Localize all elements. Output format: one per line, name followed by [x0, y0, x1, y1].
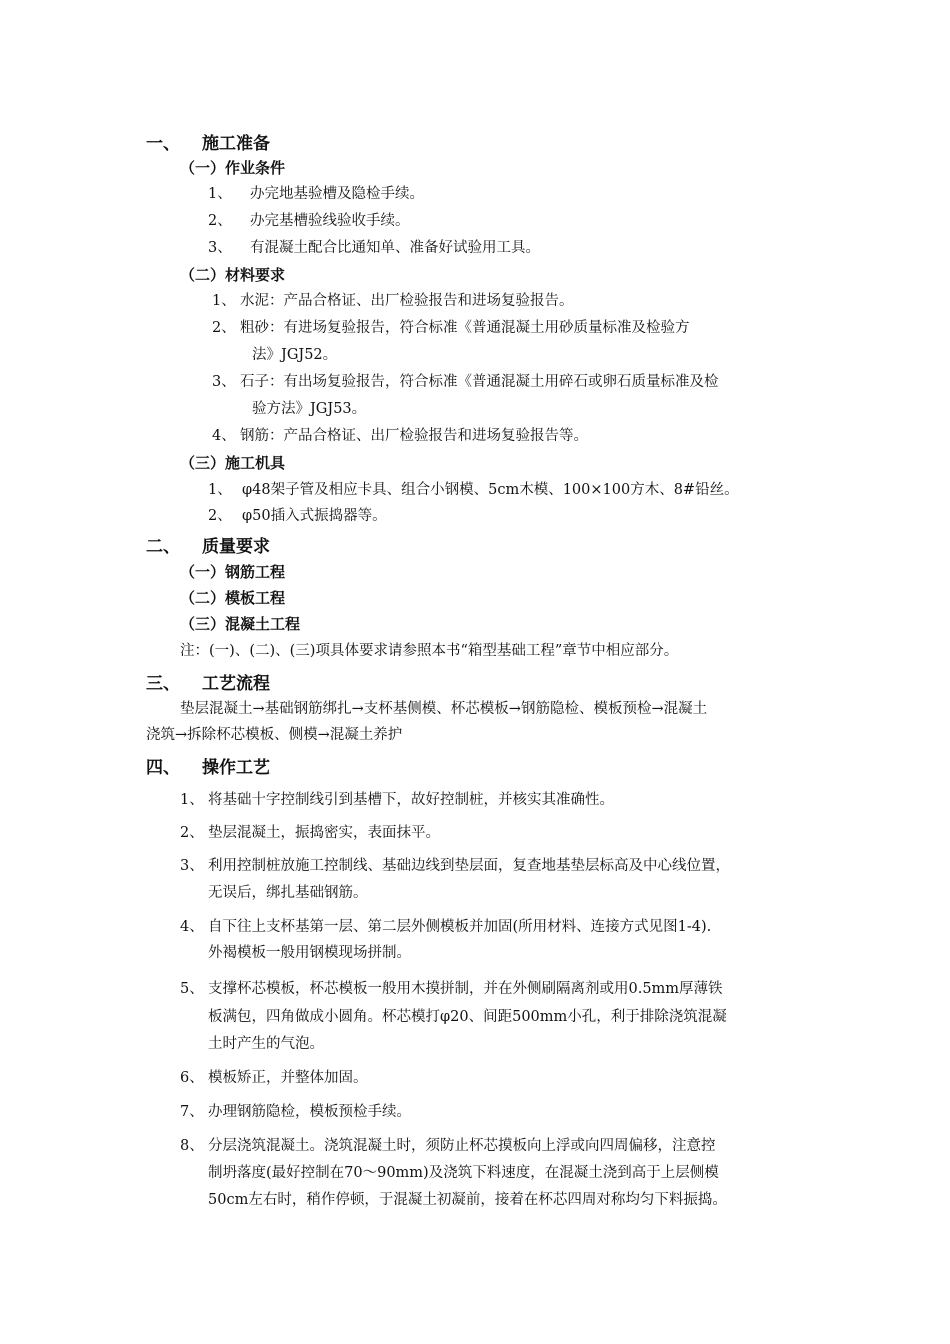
item-number: 2、 [208, 213, 232, 229]
item-number: 1、 [208, 186, 232, 202]
step-text: 模板矫正，并整体加固。 [208, 1070, 368, 1086]
step-number: 4、 [180, 919, 204, 935]
step-continuation: 土时产生的气泡。 [208, 1036, 324, 1052]
item-number: 4、 [212, 428, 236, 444]
step-text: 利用控制桩放施工控制线、基础边线到垫层面，复查地基垫层标高及中心线位置， [208, 858, 730, 874]
item-text: 石子：有出场复验报告，符合标准《普通混凝土用碎石或卵石质量标准及检 [240, 374, 719, 390]
step-text: 将基础十字控制线引到基槽下，故好控制桩，并核实其准确性。 [208, 792, 614, 808]
item-text: 有混凝土配合比通知单、准备好试验用工具。 [250, 240, 540, 256]
section-title: 工艺流程 [202, 674, 270, 694]
item-number: 3、 [208, 240, 232, 256]
section-number: 一、 [146, 134, 180, 154]
step-item [180, 1139, 820, 1157]
step-item [180, 859, 820, 877]
step-continuation: 无误后，绑扎基础钢筋。 [208, 885, 368, 901]
item-number: 2、 [212, 320, 236, 336]
subsection-title: （二）模板工程 [180, 589, 286, 607]
item-number: 1、 [212, 293, 236, 309]
list-item [212, 321, 812, 339]
list-item-continuation: 法》JGJ52。 [252, 347, 338, 363]
step-item [180, 826, 820, 844]
list-item [212, 429, 812, 447]
item-number: 2、 [208, 508, 232, 524]
list-item [208, 483, 808, 501]
section-title: 施工准备 [202, 134, 270, 154]
step-item [180, 1071, 820, 1089]
step-continuation: 板满包，四角做成小圆角。杯芯模打φ20、间距500mm小孔，利于排除浇筑混凝 [208, 1009, 727, 1025]
subsection-title: （三）施工机具 [180, 454, 286, 472]
step-text: 支撑杯芯模板，杯芯模板一般用木摸拼制，并在外侧刷隔离剂或用0.5mm厚薄铁 [208, 981, 723, 997]
step-continuation: 50cm左右时，稍作停顿，于混凝土初凝前，接着在杯芯四周对称均匀下料振捣。 [208, 1192, 727, 1208]
section-heading [146, 539, 446, 559]
list-item [212, 294, 812, 312]
list-item [208, 241, 808, 259]
list-item [212, 375, 812, 393]
item-text: φ50插入式振捣器等。 [242, 508, 387, 524]
section-title: 操作工艺 [202, 758, 270, 778]
section-heading [146, 136, 446, 156]
section-number: 三、 [146, 674, 180, 694]
step-item [180, 1105, 820, 1123]
process-flow-line: 垫层混凝土→基础钢筋绑扎→支杯基侧模、杯芯模板→钢筋隐检、模板预检→混凝土 [180, 701, 708, 717]
step-item [180, 793, 820, 811]
section-heading [146, 676, 446, 696]
note: 注：(一)、(二)、(三)项具体要求请参照本书“箱型基础工程”章节中相应部分。 [180, 643, 679, 659]
item-text: φ48架子管及相应卡具、组合小钢模、5cm木模、100×100方木、8#铅丝。 [242, 482, 739, 498]
list-item [208, 214, 808, 232]
step-number: 2、 [180, 825, 204, 841]
list-item [208, 509, 808, 527]
list-item-continuation: 验方法》JGJ53。 [252, 401, 367, 417]
item-text: 钢筋：产品合格证、出厂检验报告和进场复验报告等。 [240, 428, 588, 444]
step-text: 自下往上支杯基第一层、第二层外侧模板并加固(所用材料、连接方式见图1-4). [208, 919, 712, 935]
step-number: 6、 [180, 1070, 204, 1086]
subsection-title: （三）混凝土工程 [180, 615, 301, 633]
subsection-title: （一）钢筋工程 [180, 563, 286, 581]
step-text: 分层浇筑混凝土。浇筑混凝土时，须防止杯芯摸板向上浮或向四周偏移，注意控 [208, 1138, 716, 1154]
step-number: 7、 [180, 1104, 204, 1120]
step-number: 3、 [180, 858, 204, 874]
process-flow-line: 浇筑→拆除杯芯模板、侧模→混凝土养护 [146, 727, 403, 743]
item-text: 水泥：产品合格证、出厂检验报告和进场复验报告。 [240, 293, 574, 309]
item-text: 办完基槽验线验收手续。 [250, 213, 410, 229]
step-text: 办理钢筋隐检，模板预检手续。 [208, 1104, 411, 1120]
step-continuation: 外褐模板一般用钢模现场拼制。 [208, 945, 411, 961]
list-item [208, 187, 808, 205]
section-title: 质量要求 [202, 537, 270, 557]
item-text: 办完地基验槽及隐检手续。 [250, 186, 424, 202]
step-text: 垫层混凝土，振捣密实，表面抹平。 [208, 825, 440, 841]
step-number: 5、 [180, 981, 204, 997]
section-heading [146, 760, 446, 780]
item-number: 3、 [212, 374, 236, 390]
step-item [180, 920, 820, 938]
subsection-title: （二）材料要求 [180, 266, 286, 284]
step-number: 1、 [180, 792, 204, 808]
step-item [180, 982, 820, 1000]
section-number: 四、 [146, 758, 180, 778]
step-number: 8、 [180, 1138, 204, 1154]
section-number: 二、 [146, 537, 180, 557]
item-number: 1、 [208, 482, 232, 498]
step-continuation: 制坍落度(最好控制在70～90mm)及浇筑下料速度，在混凝土浇到高于上层侧模 [208, 1165, 719, 1181]
subsection-title: （一）作业条件 [180, 159, 286, 177]
item-text: 粗砂：有进场复验报告，符合标准《普通混凝土用砂质量标准及检验方 [240, 320, 690, 336]
